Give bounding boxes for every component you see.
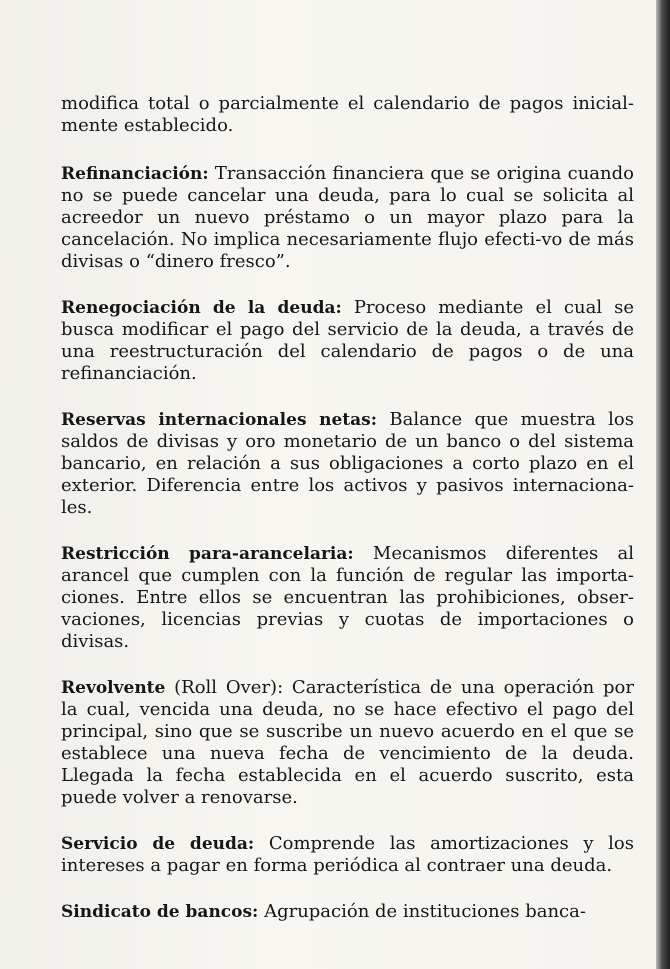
glossary-entry-continuation <box>61 93 634 137</box>
glossary-definition: Comprende las amortizaciones y los intereses a pagar en forma periódica al contraer una deuda. <box>61 833 635 876</box>
glossary-definition: Transacción financiera que se origina cuando no se puede cancelar una deuda, para lo cual se solicita al acreedor un nuevo préstamo o un mayor plazo para la cancelación. No implica necesariamente flujo efecti-vo de más divisas o “dinero fresco”. <box>61 163 634 272</box>
glossary-text <box>61 93 634 947</box>
glossary-entry-restriccion <box>61 543 634 653</box>
glossary-term: Revolvente <box>61 678 166 698</box>
glossary-definition: Balance que muestra los saldos de divisas y oro monetario de un banco o del sistema bancario, en relación a sus obligaciones a corto plazo en el exterior. Diferencia entre los activos y pasivos internaciona-les. <box>61 409 634 518</box>
glossary-entry-reservas <box>61 409 634 519</box>
glossary-entry-refinanciacion <box>61 163 634 273</box>
glossary-definition: (Roll Over): Característica de una operación por la cual, vencida una deuda, no se hace efectivo el pago del principal, sino que se suscribe un nuevo acuerdo en el que se establece una nueva fecha de vencimiento de la deuda. Llegada la fecha establecida en el acuerdo suscrito, esta puede volver a renovarse. <box>61 677 634 808</box>
glossary-term: Refinanciación: <box>61 164 209 184</box>
glossary-term: Servicio de deuda: <box>61 834 255 854</box>
glossary-definition: Proceso mediante el cual se busca modificar el pago del servicio de la deuda, a través de una reestructuración del calendario de pagos o de una refinanciación. <box>61 297 634 384</box>
glossary-term: Sindicato de bancos: <box>61 902 259 922</box>
glossary-term: Reservas internacionales netas: <box>61 410 377 430</box>
glossary-definition: Mecanismos diferentes al arancel que cumplen con la función de regular las importa-ciones. Entre ellos se encuentran las prohibiciones, obser-vaciones, licencias previas y cuotas de importaciones o divisas. <box>61 543 634 652</box>
glossary-entry-renegociacion <box>61 297 634 385</box>
glossary-definition: modifica total o parcialmente el calendario de pagos inicial-mente establecido. <box>61 93 634 136</box>
page-edge-shadow <box>656 0 670 969</box>
glossary-term: Restricción para-arancelaria: <box>61 544 354 564</box>
glossary-term: Renegociación de la deuda: <box>61 298 342 318</box>
glossary-definition: Agrupación de instituciones banca- <box>258 901 586 922</box>
glossary-entry-sindicato <box>61 901 634 923</box>
glossary-entry-revolvente <box>61 677 634 809</box>
glossary-entry-servicio <box>61 833 634 877</box>
